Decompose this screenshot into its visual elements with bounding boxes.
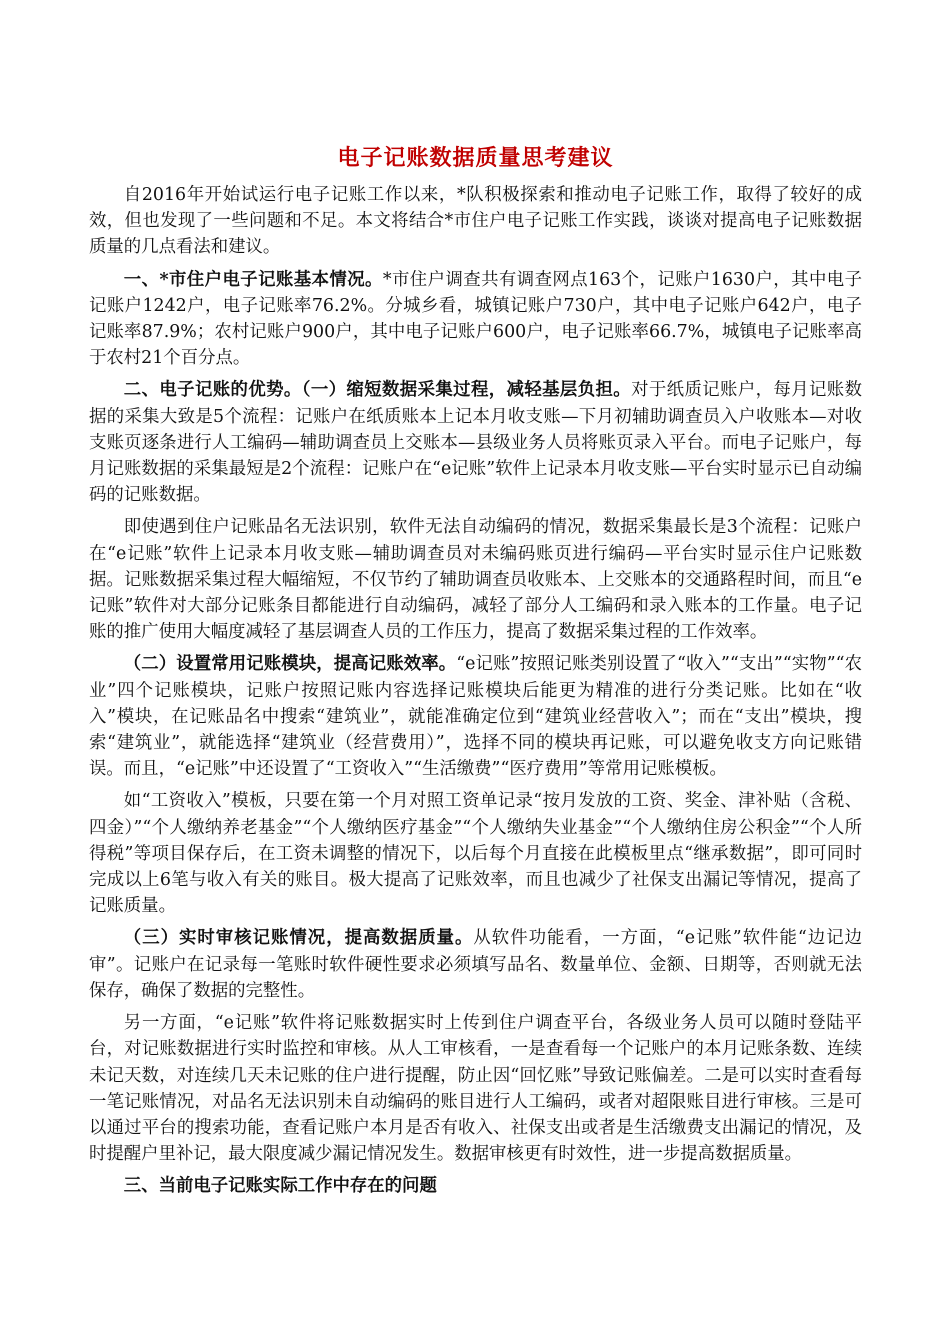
subsection-heading-2: （二）设置常用记账模块，提高记账效率。 [123,654,457,675]
document-page [89,138,862,1206]
paragraph-problems [89,1173,862,1199]
paragraph-realtime-review [89,925,862,1004]
paragraph-text: 对于纸质记账户，每月记账数据的采集大致是5个流程：记账户在纸质账本上记本月收支账—下月初辅助调查员入户收账本—对收支账页逐条进行人工编码—辅助调查员上交账本—县级业务人员将账页录入平台。而电子记账户，每月记账数据的采集最短是2个流程：记账户在“e记账”软件上记录本月收支账—平台实时显示已自动编码的记账数据。 [89,380,862,506]
document-title: 电子记账数据质量思考建议 [337,145,614,171]
paragraph-intro [89,182,862,261]
paragraph-advantages [89,377,862,508]
section-heading-3: 三、当前电子记账实际工作中存在的问题 [123,1176,437,1197]
subsection-heading-3: （三）实时审核记账情况，提高数据质量。 [123,928,474,949]
paragraph-collection-process [89,514,862,645]
paragraph-text: 自2016年开始试运行电子记账工作以来，*队积极探索和推动电子记账工作，取得了较好的成效，但也发现了一些问题和不足。本文将结合*市住户电子记账工作实践，谈谈对提高电子记账数据质量的几点看法和建议。 [89,185,862,258]
paragraph-text: “e记账”按照记账类别设置了“收入”“支出”“实物”“农业”四个记账模块，记账户按照记账内容选择记账模块后能更为精准的进行分类记账。比如在“收入”模块，在记账品名中搜索“建筑业”，就能准确定位到“建筑业经营收入”；而在“支出”模块，搜索“建筑业”，就能选择“建筑业（经营费用）”，选择不同的模块再记账，可以避免收支方向记账错误。而且，“e记账”中还设置了“工资收入”“生活缴费”“医疗费用”等常用记账模板。 [89,654,862,780]
section-heading-2: 二、电子记账的优势。（一）缩短数据采集过程，减轻基层负担。 [123,380,632,401]
paragraph-text: 从软件功能看，一方面，“e记账”软件能“边记边审”。记账户在记录每一笔账时软件硬性要求必须填写品名、数量单位、金额、日期等，否则就无法保存，确保了数据的完整性。 [89,928,862,1001]
paragraph-basic-situation [89,267,862,372]
paragraph-manual-review [89,1010,862,1167]
paragraph-salary-template [89,788,862,919]
paragraph-text: 另一方面，“e记账”软件将记账数据实时上传到住户调查平台，各级业务人员可以随时登陆平台，对记账数据进行实时监控和审核。从人工审核看，一是查看每一个记账户的本月记账条数、连续未记天数，对连续几天未记账的住户进行提醒，防止因“回忆账”导致记账偏差。二是可以实时查看每一笔记账情况，对品名无法识别未自动编码的账目进行人工编码，或者对超限账目进行审核。三是可以通过平台的搜索功能，查看记账户本月是否有收入、社保支出或者是生活缴费支出漏记的情况，及时提醒户里补记，最大限度减少漏记情况发生。数据审核更有时效性，进一步提高数据质量。 [89,1013,862,1165]
section-heading-1: 一、*市住户电子记账基本情况。 [123,269,383,290]
paragraph-text: *市住户调查共有调查网点163个，记账户1630户，其中电子记账户1242户，电子记账率76.2%。分城乡看，城镇记账户730户，其中电子记账户642户，电子记账率87.9%；农村记账户900户，其中电子记账户600户，电子记账率66.7%，城镇电子记账率高于农村21个百分点。 [89,269,862,369]
paragraph-text: 即使遇到住户记账品名无法识别，软件无法自动编码的情况，数据采集最长是3个流程：记账户在“e记账”软件上记录本月收支账—辅助调查员对未编码账页进行编码—平台实时显示住户记账数据。记账数据采集过程大幅缩短，不仅节约了辅助调查员收账本、上交账本的交通路程时间，而且“e记账”软件对大部分记账条目都能进行自动编码，减轻了部分人工编码和录入账本的工作量。电子记账的推广使用大幅度减轻了基层调查人员的工作压力，提高了数据采集过程的工作效率。 [89,517,862,643]
paragraph-modules [89,651,862,782]
paragraph-text: 如“工资收入”模板，只要在第一个月对照工资单记录“按月发放的工资、奖金、津补贴（含税、四金）”“个人缴纳养老基金”“个人缴纳医疗基金”“个人缴纳失业基金”“个人缴纳住房公积金”“个人所得税”等项目保存后，在工资未调整的情况下，以后每个月直接在此模板里点“继承数据”，即可同时完成以上6笔与收入有关的账目。极大提高了记账效率，而且也减少了社保支出漏记等情况，提高了记账质量。 [89,791,862,917]
